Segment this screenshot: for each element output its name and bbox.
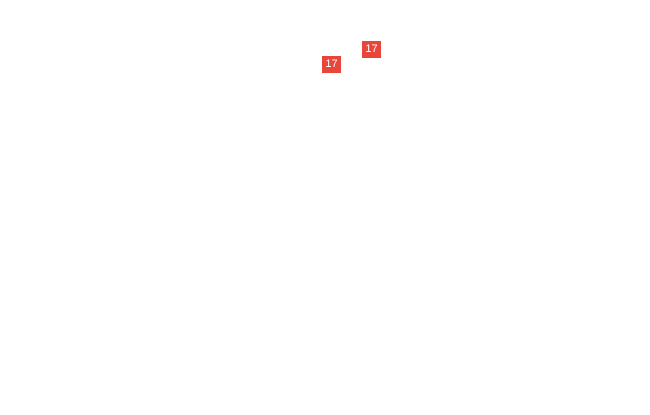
annotation-marker-label: 17	[325, 58, 338, 70]
annotation-marker-label: 17	[365, 43, 378, 55]
annotation-marker[interactable]	[322, 56, 341, 73]
annotation-marker[interactable]	[362, 41, 381, 58]
